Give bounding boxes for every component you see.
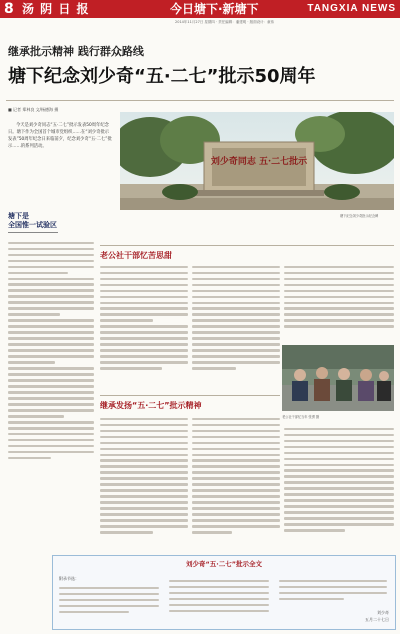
monument-photo-image xyxy=(120,112,394,210)
appendix-label: 附录节选： xyxy=(59,576,79,581)
veterans-photo-caption: 老公社干部忆当年 张勇 摄 xyxy=(282,415,320,419)
appendix-box xyxy=(52,555,396,630)
main-photo-caption: 塘下纪念刘少奇批示纪念碑 xyxy=(340,214,379,218)
monument-inscription: 刘少奇同志 五·二七批示 xyxy=(210,157,308,167)
brand-name: TANGXIA NEWS xyxy=(307,3,396,14)
appendix-signature: 刘少奇 xyxy=(377,610,389,615)
article2-title: 继承发扬“五·二七”批示精神 xyxy=(100,401,202,410)
veterans-photo xyxy=(282,345,394,411)
masthead-bar xyxy=(0,0,400,18)
article-byline: ■ 记者 郑林良 文/杨德海 摄 xyxy=(8,107,59,112)
article-intro: 今天是刘少奇同志“五·二七”批示发表50周年纪念日。塘下作为全国首个城市党组织……在“刘少奇批示发表”50周年纪念日来临前夕，纪念刘少奇“五·二七”批示……的系列活动。 xyxy=(8,123,112,149)
appendix-title: 刘少奇“五·二七”批示全文 xyxy=(185,560,262,568)
divider xyxy=(100,245,394,246)
column-4-text xyxy=(284,262,394,331)
article1-title: 老公社干部忆苦思甜 xyxy=(100,251,172,260)
article-headline: 塘下纪念刘少奇“五·二七”批示50周年 xyxy=(8,66,316,87)
issue-meta: 2014年11月27日 星期四 · 责任编辑：潘建明 · 版面设计：童伟 xyxy=(175,20,275,24)
appendix-col-2 xyxy=(169,576,269,616)
divider xyxy=(100,395,280,396)
page-number: 8 xyxy=(4,1,14,17)
column-7-text xyxy=(284,424,394,535)
divider xyxy=(6,100,394,101)
column-3-text xyxy=(192,262,280,373)
column-2-text xyxy=(100,262,188,373)
appendix-col-1 xyxy=(59,583,159,617)
column-1-text xyxy=(8,238,94,463)
section-title: 今日塘下·新塘下 xyxy=(170,2,259,16)
column-5-text xyxy=(100,414,188,537)
newspaper-logo: 汤 阴 日 报 xyxy=(22,2,90,16)
article-kicker: 继承批示精神 践行群众路线 xyxy=(8,45,144,58)
monument-photo xyxy=(120,112,394,210)
column-6-text xyxy=(192,414,280,537)
subsection-title: 塘下是 全国惟一试验区 xyxy=(8,212,57,229)
appendix-col-3 xyxy=(279,576,387,604)
veterans-photo-image xyxy=(282,345,394,411)
appendix-date: 五月二十七日 xyxy=(365,617,389,622)
divider xyxy=(8,232,58,233)
